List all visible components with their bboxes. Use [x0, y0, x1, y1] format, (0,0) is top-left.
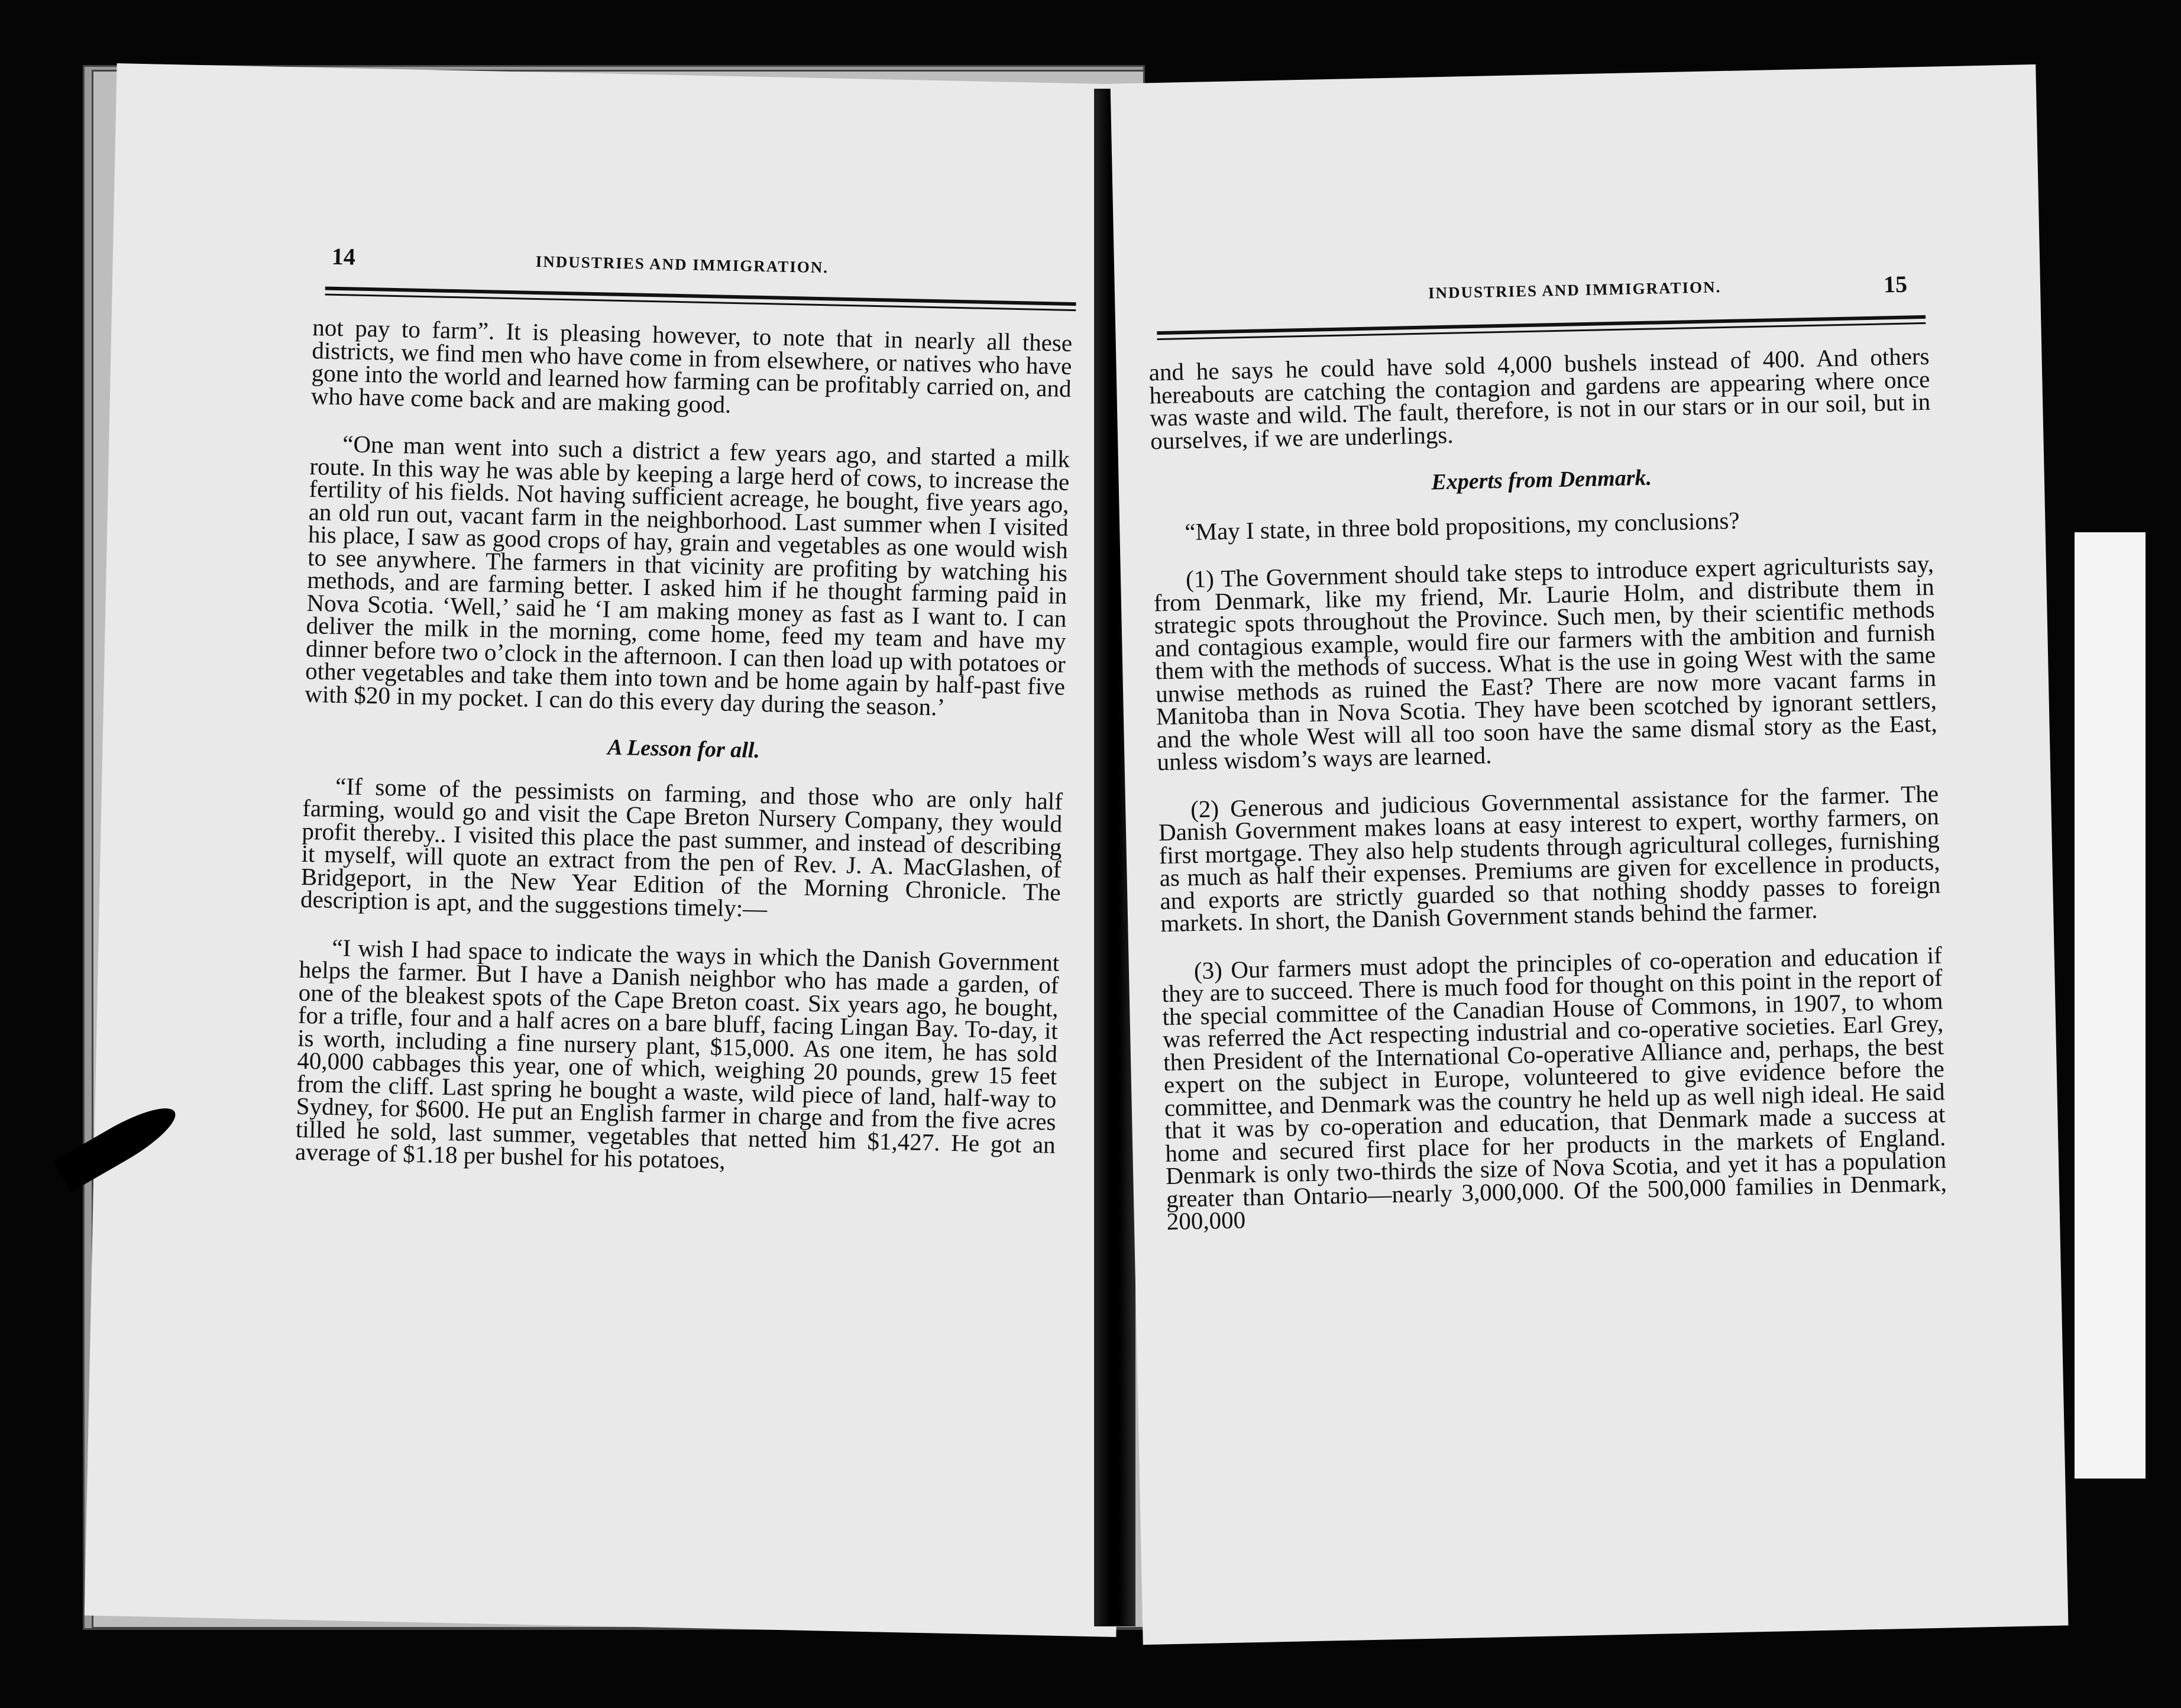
- right-paragraph-4: (2) Generous and judicious Governmental assistance for the farmer. The Danish Government makes loans at easy interest to expert, worthy farmers, on first mortgage. They also help students through agricultural colleges, furnishing as much as half their expenses. Premiums are given for excellence in products, and exports are strictly guarded so that nothing shoddy passes to foreign markets. In short, the Danish Government stands behind the farmer.: [1158, 779, 1941, 937]
- left-paragraph-1: not pay to farm”. It is pleasing however, to note that in nearly all these districts, we find men who have come in from elsewhere, or natives who have gone into the world and learned how farming can be profitably carried on, and who have come back and are making good.: [310, 313, 1073, 418]
- right-page-number: 15: [1883, 270, 1908, 298]
- left-page-number: 14: [331, 242, 356, 270]
- left-section-heading: A Lesson for all.: [607, 735, 761, 764]
- right-running-head: INDUSTRIES AND IMMIGRATION.: [1428, 278, 1721, 302]
- left-paragraph-2: “One man went into such a district a few years ago, and started a milk route. In this way he was able by keeping a large herd of cows, to increase the fertility of his fields. Not having sufficient acreage, he bought, five years ago, an old run out, vacant farm in the neighborhood. Last summer when I visited his place, I saw as good crops of hay, grain and vegetables as one would wish to see anywhere. The farmers in that vicinity are profiting by watching his methods, and are farming better. I asked him if he thought farming paid in Nova Scotia. ‘Well,’ said he ‘I am making money as fast as I want to. I can deliver the milk in the morning, come home, feed my team and have my dinner before two o’clock in the afternoon. I can then load up with potatoes or other vegetables and take them into town and be home again by half-past five with $20 in my pocket. I can do this every day during the season.’: [304, 430, 1070, 721]
- left-paragraph-3: “If some of the pessimists on farming, and those who are only half farming, would go and visit the Cape Breton Nursery Company, they would profit thereby.. I visited this place the past summer, and instead of describing it myself, will quote an extract from the pen of Rev. J. A. MacGlashen, of Bridgeport, in the New Year Edition of the Morning Chronicle. The description is apt, and the suggestions timely:—: [300, 772, 1063, 923]
- left-page: [85, 63, 1149, 1637]
- left-paragraph-4: “I wish I had space to indicate the ways in which the Danish Government helps the farmer. But I have a Danish neighbor who has made a garden, of one of the bleakest spots of the Cape Breton coast. Six years ago, he bought, for a trifle, four and a half acres on a bare bluff, facing Lingan Bay. To-day, it is worth, including a fine nursery plant, $15,000. As one item, he has sold 40,000 cabbages this year, one of which, weighing 20 pounds, grew 15 feet from the cliff. Last spring he bought a waste, wild piece of land, half-way to Sydney, for $600. He put an English farmer in charge and from the five acres tilled he sold, last summer, vegetables that netted him $1,427. He got an average of $1.18 per bushel for his potatoes,: [295, 933, 1060, 1174]
- right-header-rule: [1157, 315, 1926, 340]
- right-page: [1111, 64, 2069, 1645]
- right-paragraph-5: (3) Our farmers must adopt the principles of co-operation and education if they are to succeed. There is much food for thought on this point in the report of the special committee of the Canadian House of Commons, in 1907, to whom was referred the Act respecting industrial and co-operative societies. Earl Grey, then President of the International Co-operative Alliance and, perhaps, the best expert on the subject in Europe, volunteered to give evidence before the committee, and Denmark was the country he held up as well nigh ideal. He said that it was by co-operation and education, that Denmark made a success at home and secured first place for her products in the markets of England. Denmark is only two-thirds the size of Nova Scotia, and yet it has a population greater than Ontario—nearly 3,000,000. Of the 500,000 families in Denmark, 200,000: [1161, 941, 1947, 1235]
- right-paragraph-1: and he says he could have sold 4,000 bushels instead of 400. And others hereabouts are catching the contagion and gardens are appearing where once was waste and wild. The fault, therefore, is not in our stars or in our soil, but in ourselves, if we are underlings.: [1148, 342, 1931, 454]
- left-running-head: INDUSTRIES AND IMMIGRATION.: [535, 252, 829, 277]
- right-paragraph-3: (1) The Government should take steps to introduce expert agriculturists say, from Denmark, like my friend, Mr. Laurie Holm, and distribute them in strategic spots throughout the Province. Such men, by their scientific methods and contagious example, would fire our farmers with the ambition and furnish them with the methods of success. What is the use in going West with the same unwise methods as ruined the East? There are now more vacant farms in Manitoba than in Nova Scotia. They have been scotched by ignorant settlers, and the whole West will all too soon have the same dismal story as the East, unless wisdom’s ways are learned.: [1153, 549, 1937, 776]
- right-page-fold-tab: [2075, 532, 2146, 1479]
- right-section-heading: Experts from Denmark.: [1431, 465, 1652, 495]
- left-text-column: [295, 313, 1073, 1204]
- right-text-column: [1148, 342, 1947, 1258]
- right-paragraph-2: “May I state, in three bold propositions, my conclusions?: [1184, 506, 1740, 545]
- left-header-rule: [325, 286, 1076, 311]
